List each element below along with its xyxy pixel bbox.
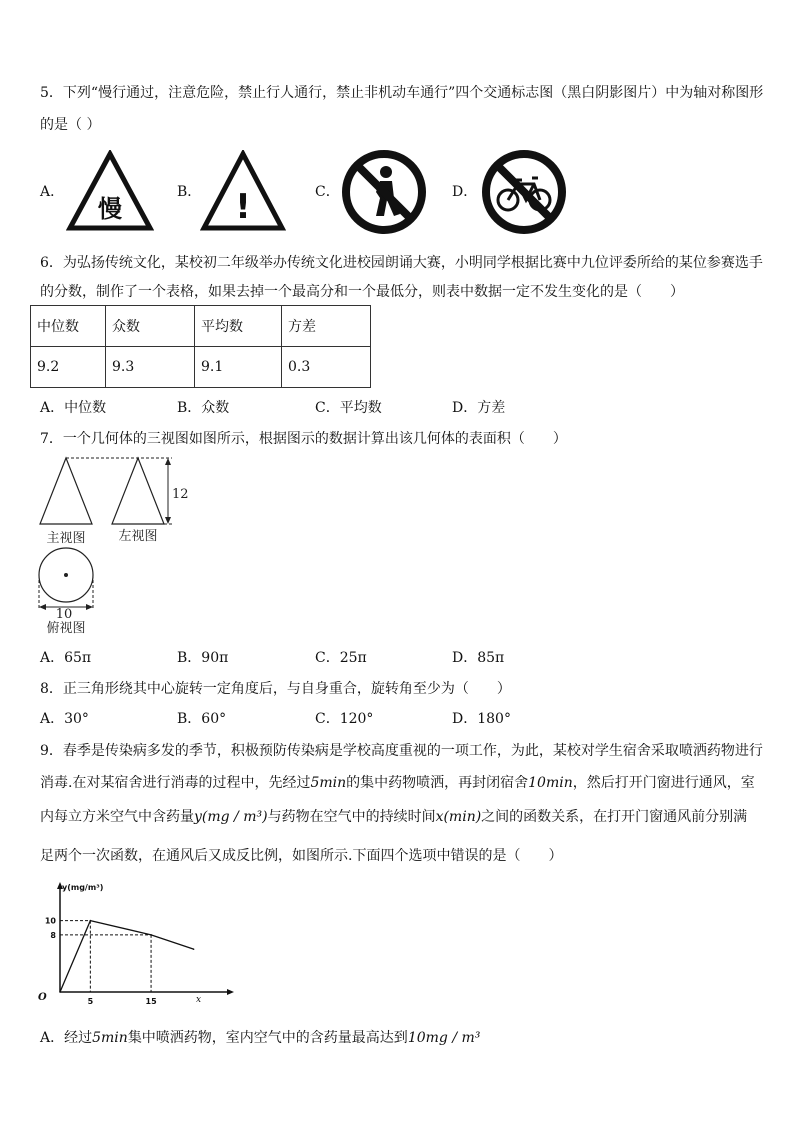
- q9-option-a-part2: 集中喷洒药物，室内空气中的含药量最高达到: [127, 1030, 408, 1046]
- chart-y-tick-label: 8: [50, 930, 56, 940]
- q7-option-a[interactable]: A．65π: [40, 650, 92, 666]
- q9-option-a-value: 10mg / m³: [407, 1030, 481, 1046]
- chart-x-arrow: [227, 989, 234, 995]
- q9-stem-line2: [40, 772, 755, 792]
- q9-stem-line1: 9．春季是传染病多发的季节，积极预防传染病是学校高度重视的一项工作，为此，某校对学生宿舍采取喷洒药物进行: [40, 743, 763, 759]
- q5-option-d-label[interactable]: D．: [452, 184, 478, 200]
- chart-point: [193, 948, 195, 950]
- chart-series-line-closed: [90, 921, 151, 935]
- q9-stem-line3: [40, 806, 747, 826]
- table-row: [31, 347, 371, 388]
- concentration-chart: [38, 880, 238, 1010]
- chart-origin-label: O: [38, 992, 47, 1003]
- q7-option-c[interactable]: C．25π: [315, 650, 367, 666]
- q5-option-c-label[interactable]: C．: [315, 184, 340, 200]
- q9-y-unit: y(mg / m³): [194, 809, 268, 825]
- chart-series-line-ventilate: [151, 935, 194, 949]
- front-view-triangle: [40, 458, 92, 524]
- value-mean: 9.1: [195, 347, 282, 388]
- q7-stem-line1: 7．一个几何体的三视图如图所示，根据图示的数据计算出该几何体的表面积（ ）: [40, 431, 567, 447]
- width-label: 10: [55, 607, 73, 622]
- q9-option-a-part1: A．经过: [40, 1030, 93, 1046]
- q6-option-a[interactable]: A．中位数: [40, 400, 107, 416]
- q9-x-unit: x(min): [435, 809, 482, 825]
- slow-sign-char: 慢: [98, 195, 122, 223]
- q8-option-c[interactable]: C．120°: [315, 711, 374, 727]
- chart-series-line-spray: [60, 921, 90, 992]
- q9-line2-part2: 的集中药物喷洒，再封闭宿舍: [346, 775, 529, 791]
- value-mode: 9.3: [106, 347, 195, 388]
- q6-option-b[interactable]: B．众数: [177, 400, 230, 416]
- q5-option-b-label[interactable]: B．: [177, 184, 202, 200]
- q8-option-d[interactable]: D．180°: [452, 711, 511, 727]
- header-mode: 众数: [106, 306, 195, 347]
- danger-sign-char: !: [235, 187, 251, 227]
- chart-point: [59, 991, 61, 993]
- q9-duration-closed: 10min: [528, 775, 573, 791]
- q6-stem-line2: 的分数，制作了一个表格，如果去掉一个最高分和一个最低分，则表中数据一定不发生变化的是（ ）: [40, 284, 684, 300]
- value-median: 9.2: [31, 347, 106, 388]
- q6-option-d[interactable]: D．方差: [452, 400, 506, 416]
- chart-point: [90, 920, 92, 922]
- header-mean: 平均数: [195, 306, 282, 347]
- q5-stem-line1: 5．下列“慢行通过，注意危险，禁止行人通行，禁止非机动车通行”四个交通标志图（黑白阴影图片）中为轴对称图形: [40, 85, 764, 101]
- header-median: 中位数: [31, 306, 106, 347]
- q8-option-b[interactable]: B．60°: [177, 711, 227, 727]
- q9-line3-part3: 之间的函数关系，在打开门窗通风前分别满: [481, 809, 748, 825]
- front-view-caption: 主视图: [46, 531, 86, 546]
- chart-point: [150, 934, 152, 936]
- top-view-caption: 俯视图: [46, 621, 86, 636]
- danger-sign-icon: [200, 150, 286, 232]
- q5-stem-line2: 的是（ ）: [40, 117, 101, 133]
- q9-stem-line4: 足两个一次函数，在通风后又成反比例，如图所示.下面四个选项中错误的是（ ）: [40, 848, 563, 864]
- slow-sign-icon: [66, 150, 154, 232]
- q9-line2-part3: ，然后打开门窗进行通风，室: [572, 775, 755, 791]
- q9-duration-spray: 5min: [310, 775, 347, 791]
- value-variance: 0.3: [282, 347, 371, 388]
- q9-line3-part2: 与药物在空气中的持续时间: [267, 809, 436, 825]
- no-bicycle-sign-icon: [478, 148, 570, 236]
- no-pedestrian-sign-icon: [340, 148, 428, 236]
- chart-y-axis-label: y(mg/m³): [62, 883, 104, 892]
- q7-option-b[interactable]: B．90π: [177, 650, 229, 666]
- q6-stem-line1: 6．为弘扬传统文化，某校初二年级举办传统文化进校园朗诵大赛，小明同学根据比赛中九位评委所给的某位参赛选手: [40, 255, 763, 271]
- three-view-figure: [30, 450, 190, 640]
- q9-line3-part1: 内每立方米空气中含药量: [40, 809, 194, 825]
- chart-x-tick-label: 15: [145, 997, 157, 1006]
- q7-option-d[interactable]: D．85π: [452, 650, 505, 666]
- left-view-caption: 左视图: [118, 529, 158, 544]
- q9-option-a-time: 5min: [92, 1030, 128, 1046]
- chart-y-tick-label: 10: [44, 916, 56, 926]
- chart-x-axis-label: x: [196, 995, 202, 1005]
- q5-option-a-label[interactable]: A．: [40, 184, 65, 200]
- q8-option-a[interactable]: A．30°: [40, 711, 89, 727]
- q8-stem-line1: 8．正三角形绕其中心旋转一定角度后，与自身重合，旋转角至少为（ ）: [40, 681, 511, 697]
- header-variance: 方差: [282, 306, 371, 347]
- stats-table: [30, 305, 371, 388]
- height-label: 12: [172, 487, 189, 502]
- q9-line2-part1: 消毒.在对某宿舍进行消毒的过程中，先经过: [40, 775, 311, 791]
- table-header-row: [31, 306, 371, 347]
- chart-x-tick-label: 5: [87, 997, 94, 1006]
- left-view-triangle: [112, 458, 164, 524]
- q6-option-c[interactable]: C．平均数: [315, 400, 382, 416]
- q9-option-a[interactable]: [40, 1027, 480, 1047]
